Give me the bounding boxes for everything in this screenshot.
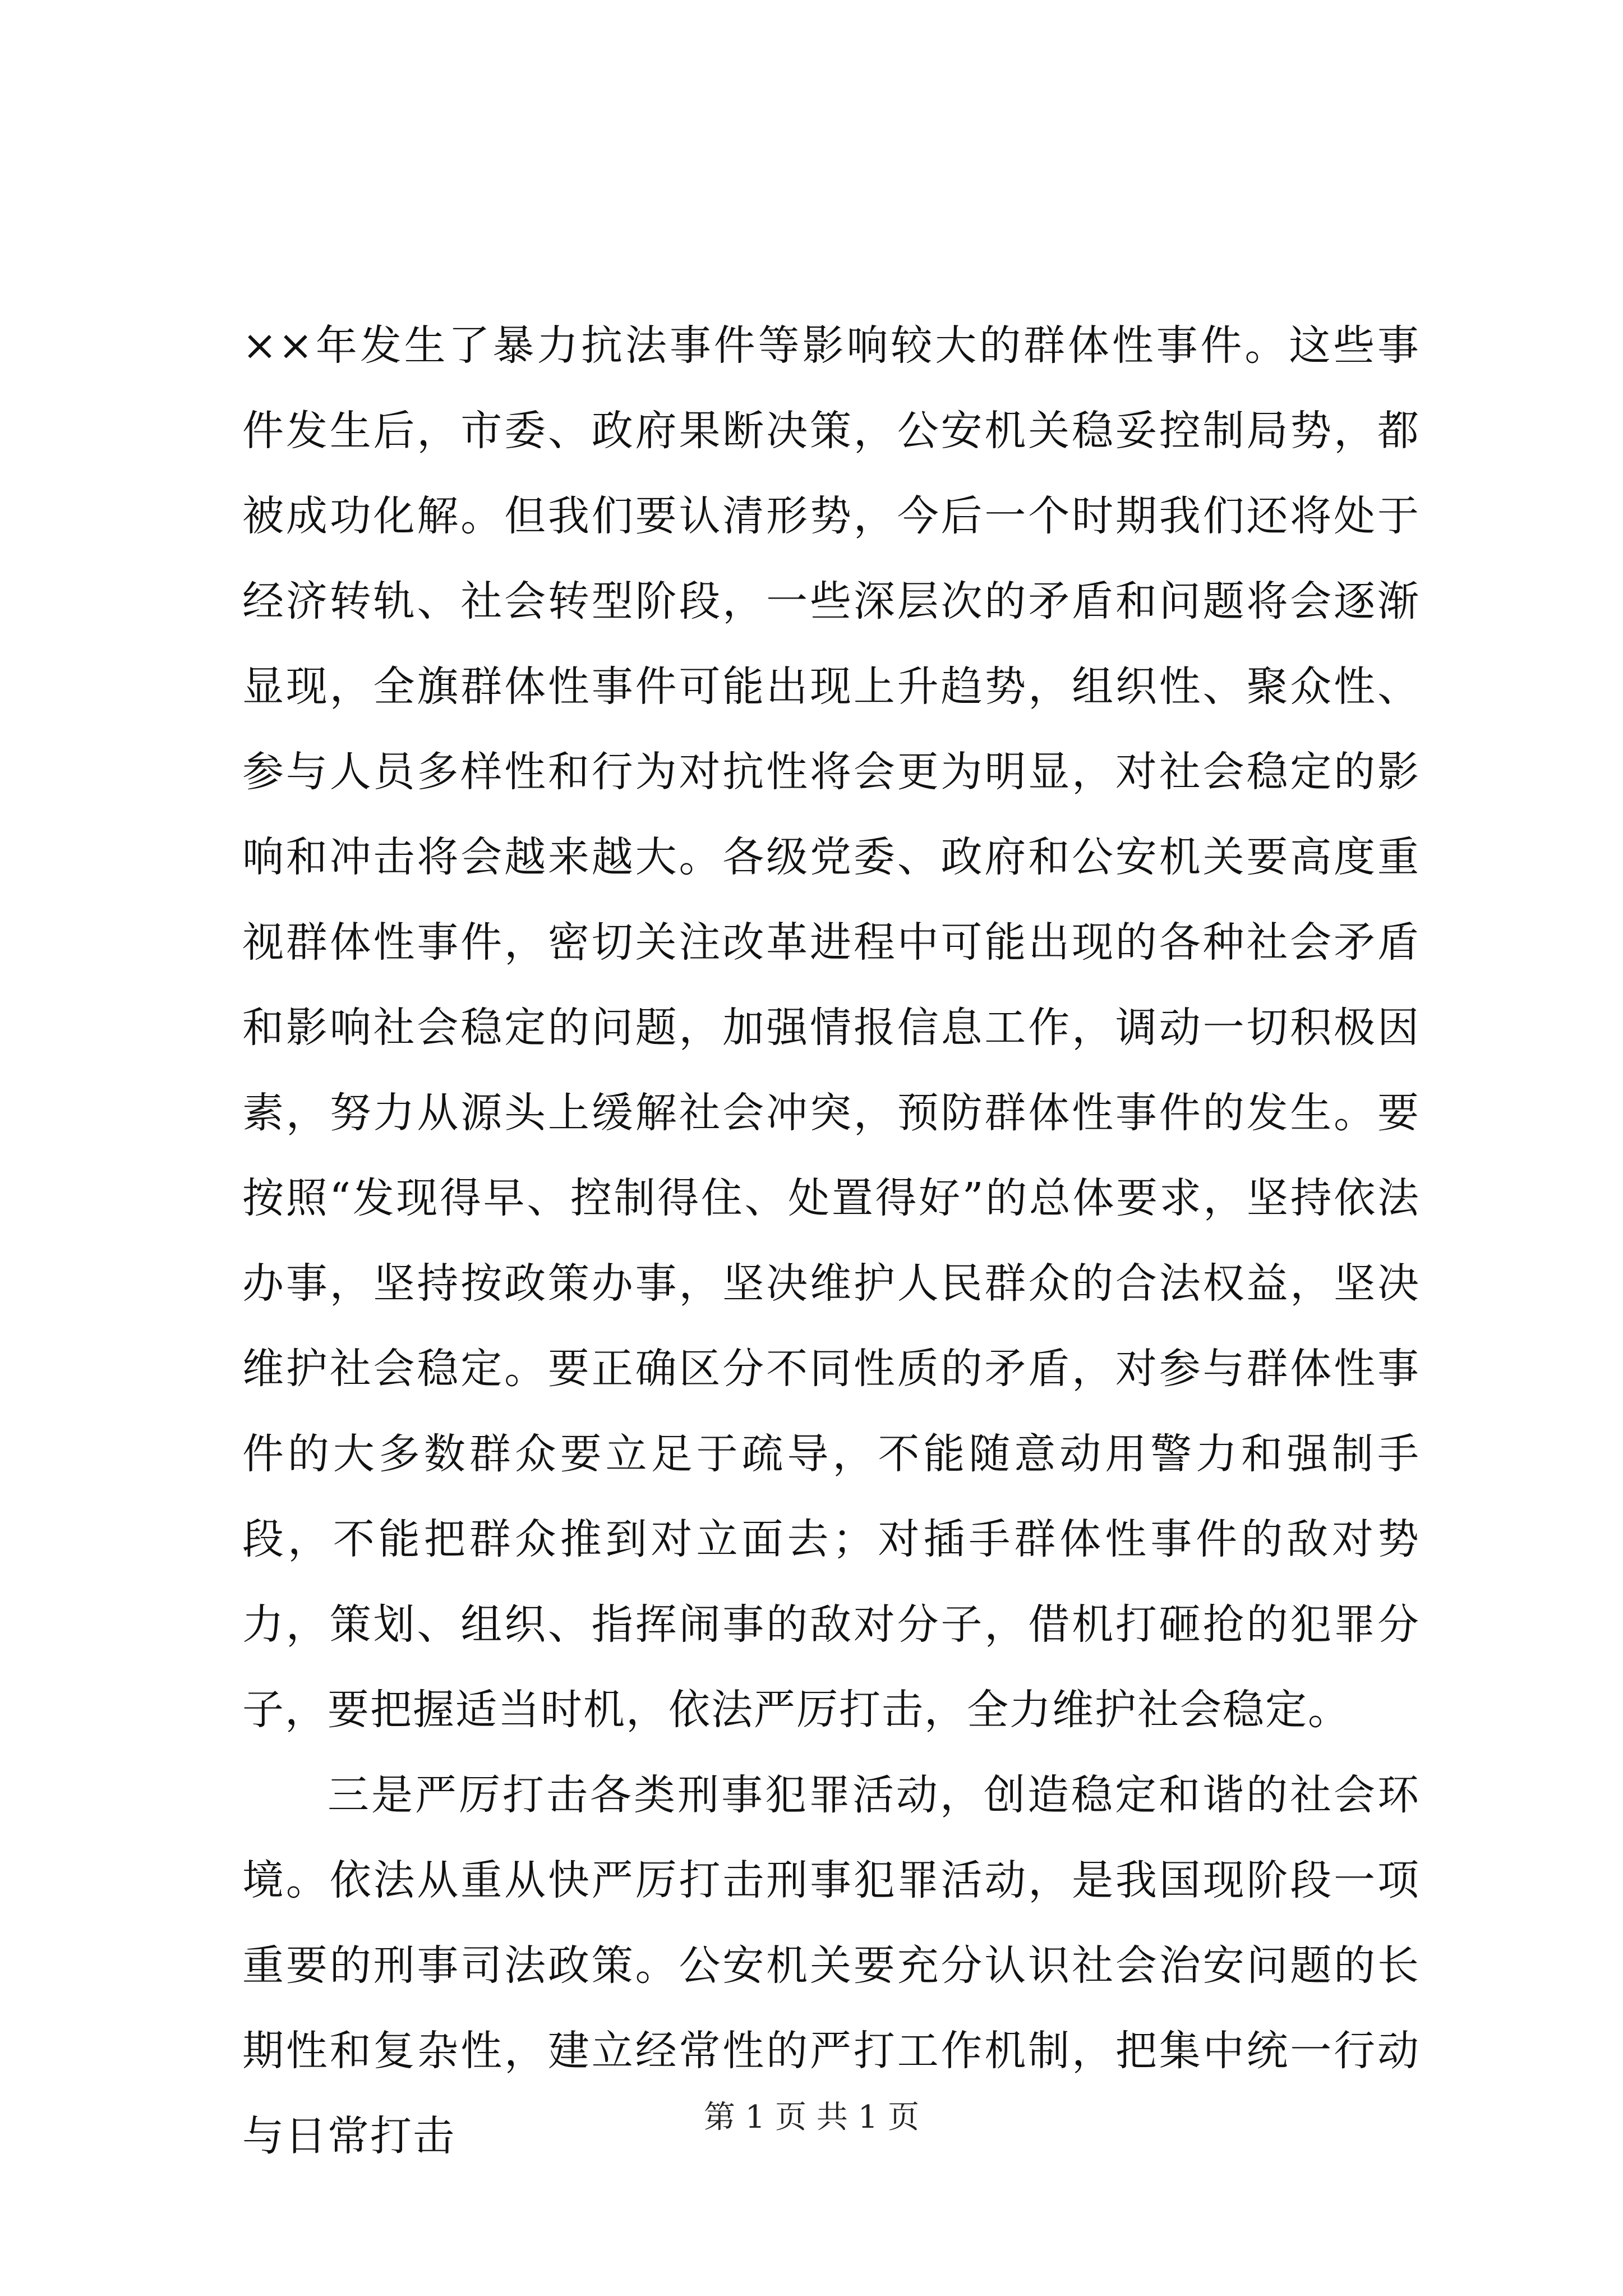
body-paragraph: ××年发生了暴力抗法事件等影响较大的群体性事件。这些事件发生后，市委、政府果断决策，公安机关稳妥控制局势，都被成功化解。但我们要认清形势，今后一个时期我们还将处于经济转轨、社会转型阶段，一些深层次的矛盾和问题将会逐渐显现，全旗群体性事件可能出现上升趋势，组织性、聚众性、参与人员多样性和行为对抗性将会更为明显，对社会稳定的影响和冲击将会越来越大。各级党委、政府和公安机关要高度重视群体性事件，密切关注改革进程中可能出现的各种社会矛盾和影响社会稳定的问题，加强情报信息工作，调动一切积极因素，努力从源头上缓解社会冲突，预防群体性事件的发生。要按照“发现得早、控制得住、处置得好”的总体要求，坚持依法办事，坚持按政策办事，坚决维护人民群众的合法权益，坚决维护社会稳定。要正确区分不同性质的矛盾，对参与群体性事件的大多数群众要立足于疏导，不能随意动用警力和强制手段，不能把群众推到对立面去；对插手群体性事件的敌对势力，策划、组织、指挥闹事的敌对分子，借机打砸抢的犯罪分子，要把握适当时机，依法严厉打击，全力维护社会稳定。 xyxy=(242,321,1420,1734)
page-footer: 第 1 页 共 1 页 xyxy=(703,2099,920,2136)
document-body xyxy=(242,303,1420,2179)
body-paragraph: 三是严厉打击各类刑事犯罪活动，创造稳定和谐的社会环境。依法从重从快严厉打击刑事犯罪活动，是我国现阶段一项重要的刑事司法政策。公安机关要充分认识社会治安问题的长期性和复杂性，建立经常性的严打工作机制，把集中统一行动与日常打击 xyxy=(242,1771,1420,2160)
